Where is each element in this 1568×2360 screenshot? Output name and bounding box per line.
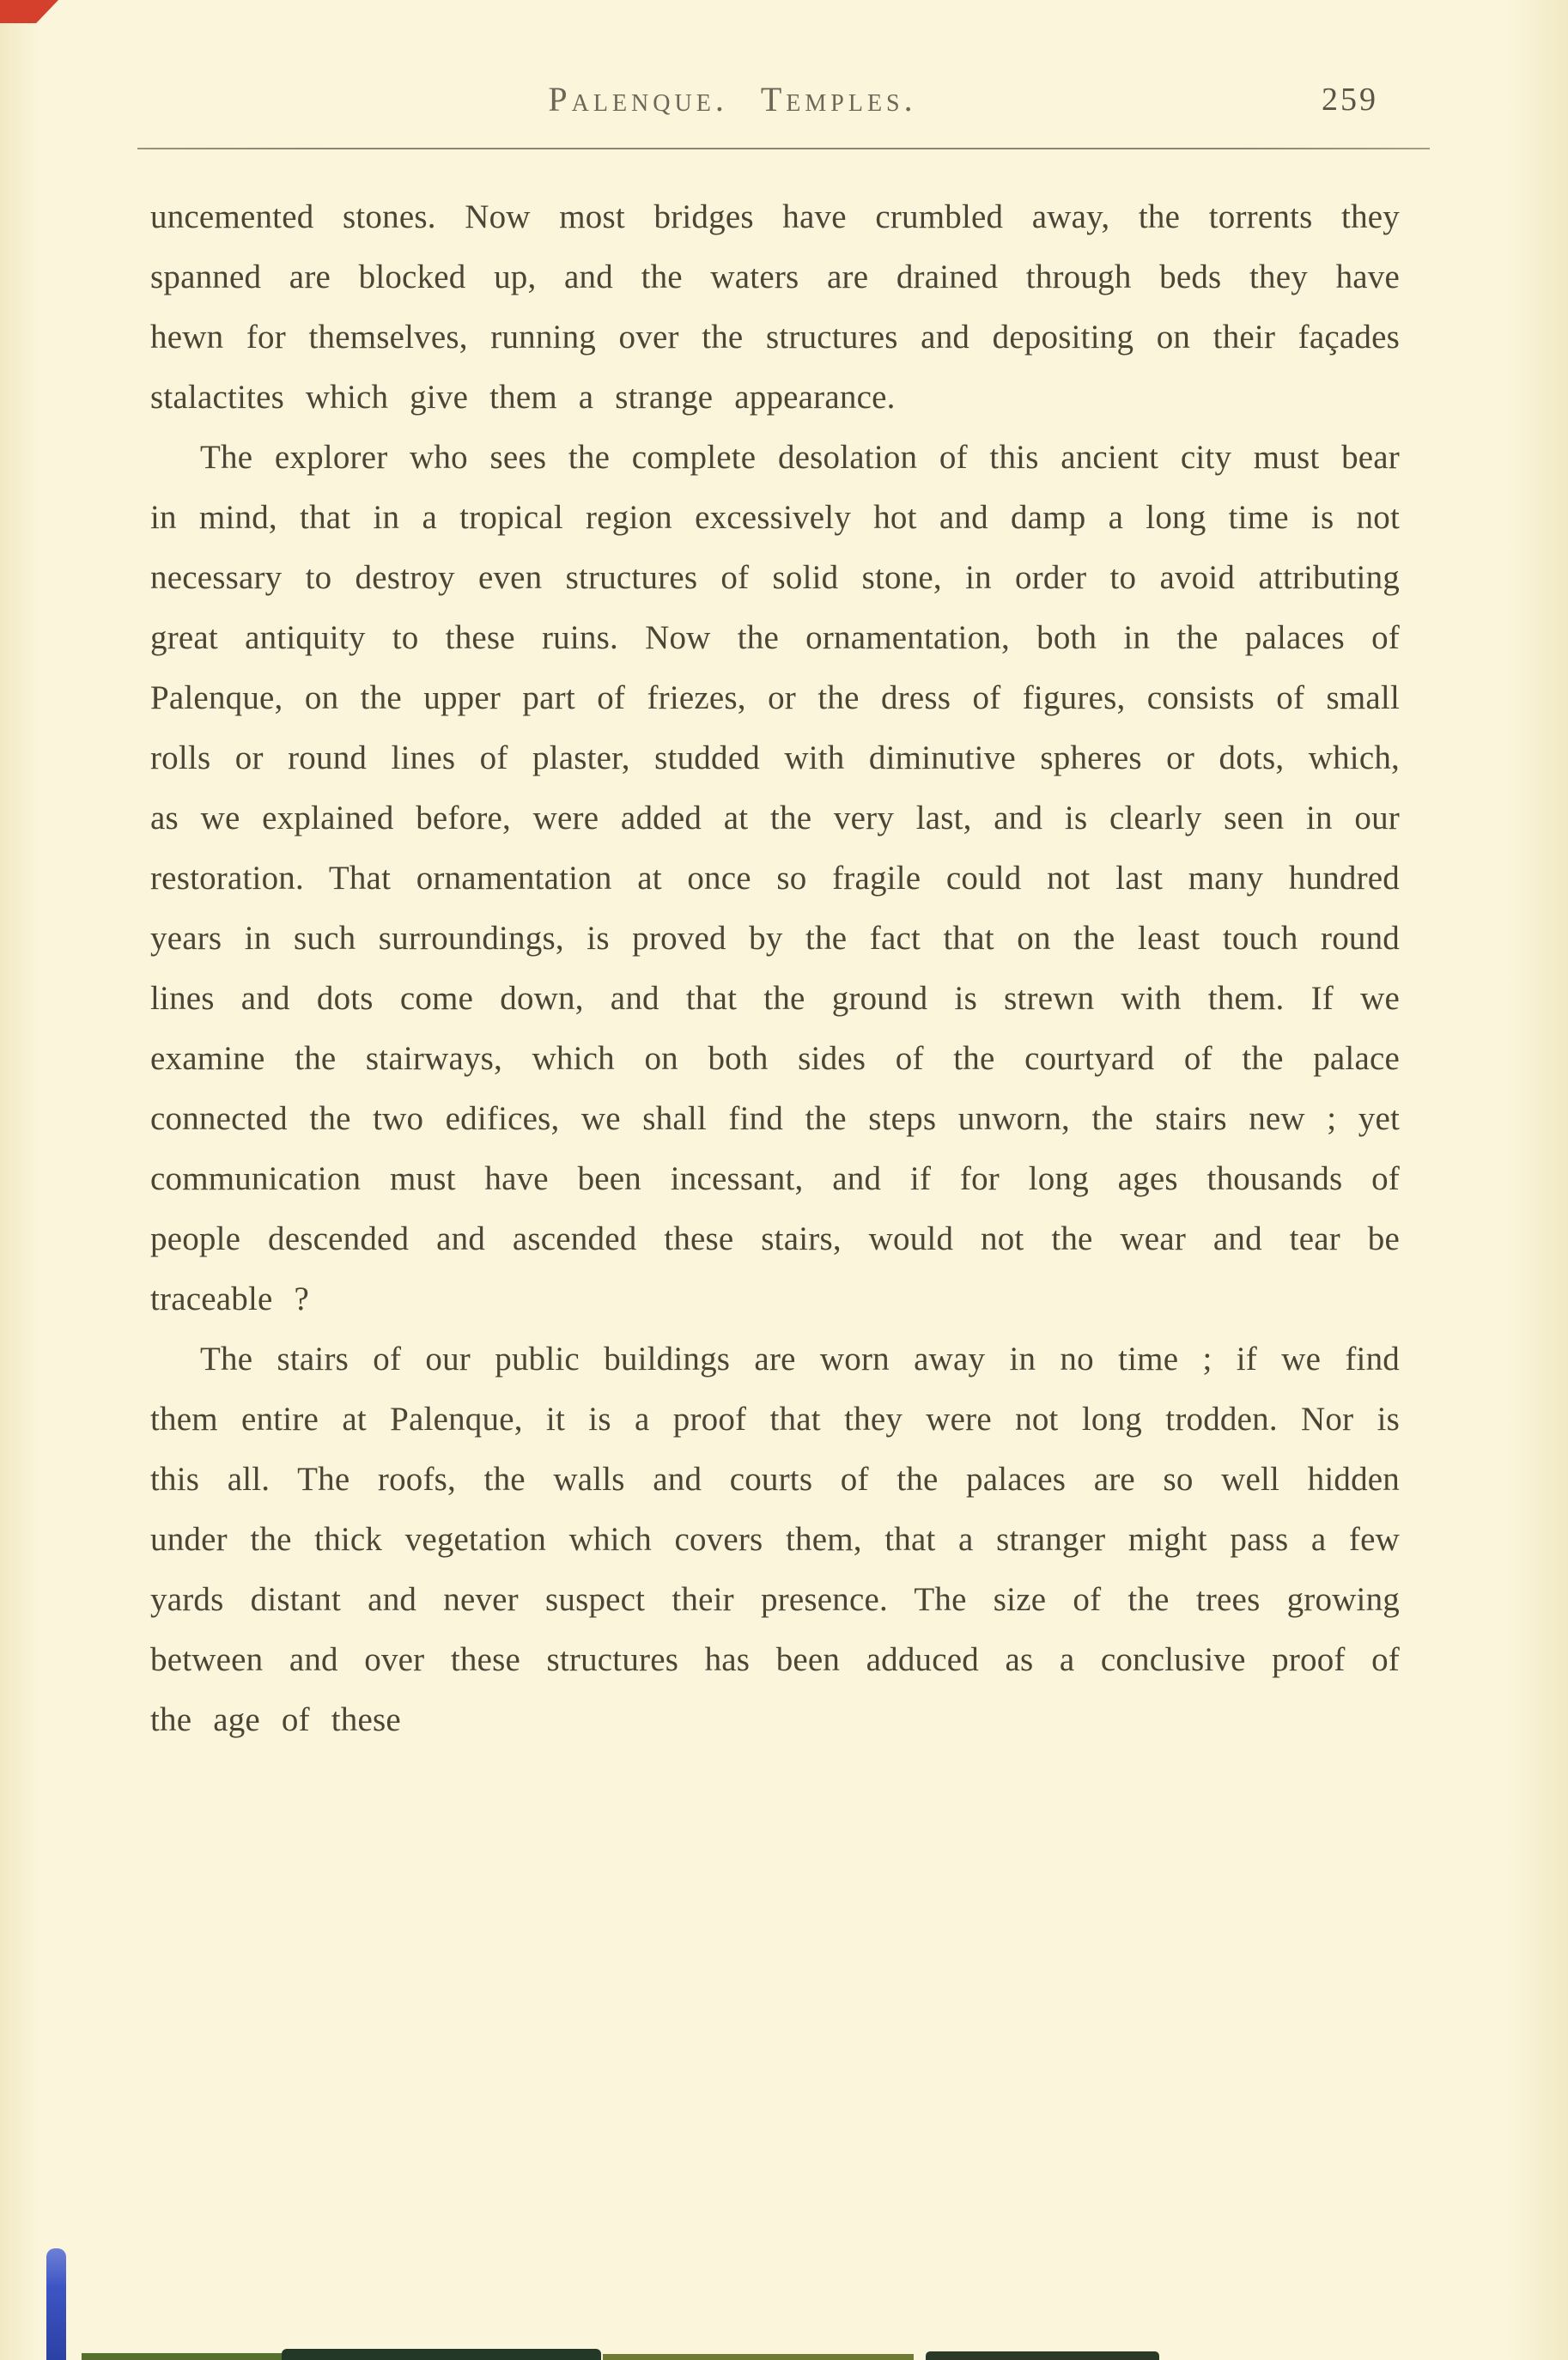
scan-artifact-blue-strip (46, 2248, 66, 2360)
scan-artifact-olive-strip (603, 2354, 914, 2360)
page-number: 259 (1322, 82, 1378, 118)
scan-artifact-dark-strip-1 (282, 2349, 601, 2360)
page-header (0, 0, 1568, 149)
header-row (0, 79, 1568, 124)
scan-artifact-dark-strip-2 (926, 2351, 1159, 2360)
running-head-left: Palenque. (548, 80, 728, 119)
running-head (0, 79, 1516, 119)
paragraph: The stairs of our public buildings are worn away in no time ; if we find them entire at Palenque, it is a proof that they were not long trodden. Nor is this all. The roofs, the walls and courts of the palaces are so well hidden under the thick vegetation which covers them, that a stranger might pass a few yards distant and never suspect their presence. The size of the trees growing between and over these structures has been adduced as a conclusive proof of the age of these (150, 1341, 1400, 1738)
paragraph: uncemented stones. Now most bridges have crumbled away, the torrents they spanned are blocked up, and the waters are drained through beds they have hewn for themselves, running over the structures and depositing on their façades stalactites which give them a strange appearance. (150, 198, 1400, 416)
paragraph: The explorer who sees the complete desolation of this ancient city must bear in mind, that in a tropical region excessively hot and damp a long time is not necessary to destroy even structures of solid stone, in order to avoid attributing great antiquity to these ruins. Now the ornamentation, both in the palaces of Palenque, on the upper part of friezes, or the dress of figures, consists of small rolls or round lines of plaster, studded with diminutive spheres or dots, which, as we explained before, were added at the very last, and is clearly seen in our restoration. That ornamentation at once so fragile could not last many hundred years in such surroundings, is proved by the fact that on the least touch round lines and dots come down, and that the ground is strewn with them. If we examine the stairways, which on both sides of the courtyard of the palace connected the two edifices, we shall find the steps unworn, the stairs new ; yet communication must have been incessant, and if for long ages thousands of people descended and ascended these stairs, would not the wear and tear be traceable ? (150, 439, 1400, 1317)
header-rule (137, 148, 1430, 149)
scan-artifact-green-strip (82, 2353, 282, 2360)
running-head-right: Temples. (760, 80, 917, 119)
page-body (150, 187, 1400, 1750)
